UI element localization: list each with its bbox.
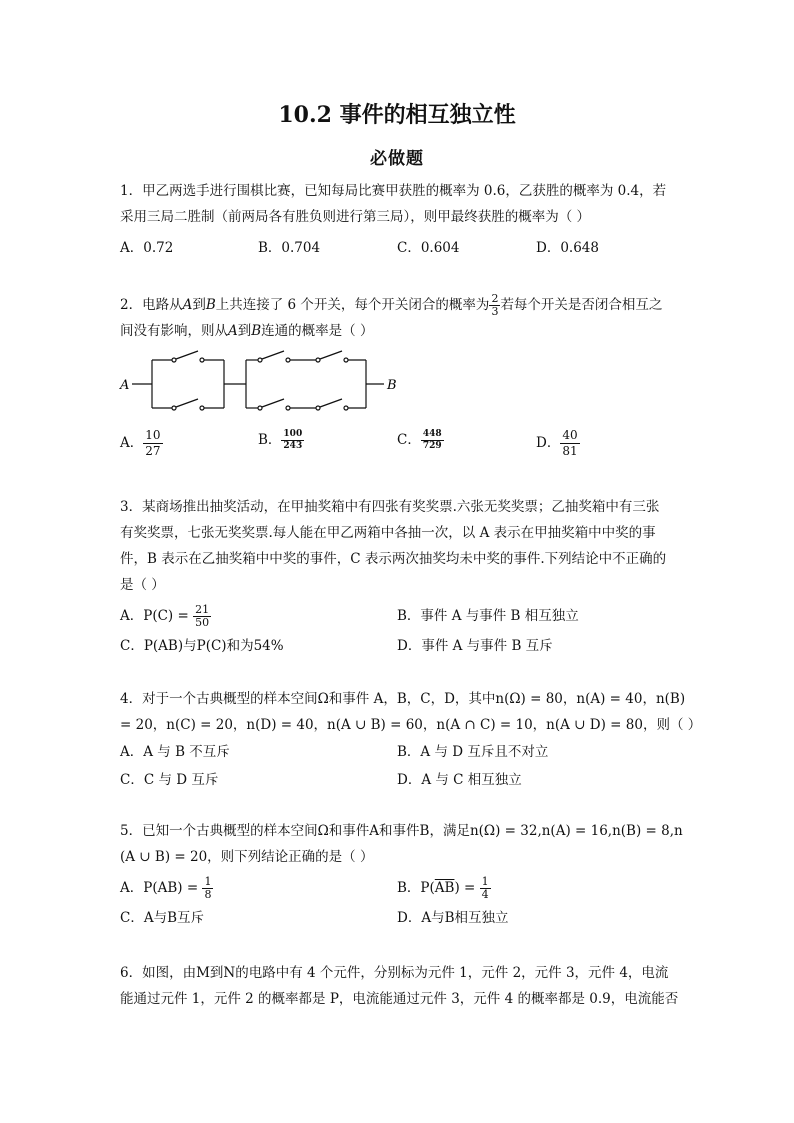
question-2 (120, 292, 680, 344)
question-4-options-row-2 (120, 768, 680, 794)
page-title: 10.2 事件的相互独立性 (278, 102, 516, 128)
question-5-line-1: 5．已知一个古典概型的样本空间Ω和事件A和事件B，满足n(Ω) = 32,n(A) = 16,n(B) = 8,n (120, 823, 683, 839)
question-3-option-c: C．P(AB)与P(C)和为54% (120, 638, 284, 654)
question-2-line-1 (120, 292, 680, 318)
question-5-option-c: C．A与B互斥 (120, 910, 204, 926)
question-1-option-b: B．0.704 (258, 240, 321, 256)
question-2-option-a (120, 428, 163, 459)
question-1-option-d: D．0.648 (536, 240, 599, 256)
opt-overline-text: $\overline{AB}$ (434, 880, 455, 896)
question-3 (120, 494, 680, 598)
question-6-line-1: 6．如图，由M到N的电路中有 4 个元件，分别标为元件 1，元件 2，元件 3，元件 4，电流 (120, 965, 669, 981)
q2-probability-fraction (489, 293, 500, 318)
switch-circuit-diagram (118, 348, 408, 420)
frac-num: 2 (491, 292, 499, 305)
section-subtitle: 必做题 (370, 149, 424, 169)
opt-text: B．P( (397, 880, 435, 896)
frac-num: 40 (562, 428, 578, 442)
opt-label: B． (258, 432, 282, 448)
question-5 (120, 818, 683, 870)
question-4-line-2: = 20，n(C) = 20，n(D) = 40，n(A ∪ B) = 60，n(A ∩ C) = 10，n(A ∪ D) = 80，则（ ） (120, 717, 702, 733)
frac-den: 3 (491, 305, 499, 318)
question-3-options-row-2 (120, 634, 680, 660)
question-5-line-2: (A ∪ B) = 20，则下列结论正确的是（ ） (120, 849, 374, 865)
question-2-line-2 (120, 318, 680, 344)
question-5-options-row-1 (120, 876, 680, 902)
q2-var-a: A (182, 297, 193, 313)
question-1-options (120, 236, 680, 262)
frac-den: 81 (562, 444, 578, 458)
opt-fraction (560, 428, 579, 459)
opt-label: C． (397, 432, 421, 448)
q2-text: 到 (237, 323, 252, 339)
opt-text: ) = (454, 880, 480, 896)
frac-num: 100 (283, 429, 303, 439)
question-4-option-a: A．A 与 B 不互斥 (120, 744, 230, 760)
question-3-option-d: D．事件 A 与事件 B 互斥 (397, 638, 553, 654)
opt-fraction (281, 429, 304, 452)
question-4-line-1: 4．对于一个古典概型的样本空间Ω和事件 A，B，C，D，其中n(Ω) = 80，n(A) = 40，n(B) (120, 691, 686, 707)
q2-text: 上共连接了 6 个开关，每个开关闭合的概率为 (215, 297, 490, 313)
opt-fraction (202, 876, 213, 901)
question-4-options-row-1 (120, 740, 680, 766)
question-4-option-d: D．A 与 C 相互独立 (397, 772, 522, 788)
frac-den: 729 (422, 441, 442, 451)
opt-fraction (193, 604, 211, 629)
circuit-label-a: A (120, 378, 130, 393)
question-5-option-a (120, 876, 213, 901)
q2-var-b: B (205, 297, 216, 313)
question-4-option-c: C．C 与 D 互斥 (120, 772, 219, 788)
frac-den: 8 (204, 888, 212, 901)
q2-text: 若每个开关是否闭合相互之 (500, 297, 663, 313)
question-5-option-d: D．A与B相互独立 (397, 910, 509, 926)
question-4 (120, 686, 702, 738)
question-1-option-c: C．0.604 (397, 240, 460, 256)
opt-fraction (143, 428, 162, 459)
frac-den: 243 (283, 441, 303, 451)
frac-den: 50 (195, 616, 210, 629)
frac-num: 21 (195, 603, 210, 616)
opt-label: A． (120, 435, 144, 451)
circuit-label-b: B (387, 378, 397, 393)
question-6-line-2: 能通过元件 1，元件 2 的概率都是 P，电流能通过元件 3，元件 4 的概率都是 0.9，电流能否 (120, 991, 679, 1007)
opt-text: A．P(C) = (120, 608, 194, 624)
question-1 (120, 178, 680, 230)
question-5-option-b (397, 876, 491, 901)
question-1-line-1: 1．甲乙两选手进行围棋比赛，已知每局比赛甲获胜的概率为 0.6，乙获胜的概率为 0.4，若 (120, 183, 667, 199)
frac-den: 4 (481, 888, 489, 901)
opt-fraction (480, 876, 491, 901)
q2-text: 2．电路从 (120, 297, 183, 313)
question-1-option-a: A．0.72 (120, 240, 174, 256)
q2-text: 连通的概率是（ ） (261, 323, 374, 339)
question-3-option-a (120, 604, 211, 629)
q2-text: 到 (192, 297, 206, 313)
question-2-options (120, 428, 680, 462)
question-3-option-b: B．事件 A 与事件 B 相互独立 (397, 608, 579, 624)
question-2-option-b (258, 428, 304, 452)
frac-num: 10 (145, 428, 161, 442)
q2-text: 间没有影响，则从 (120, 323, 228, 339)
question-3-line-2: 有奖奖票，七张无奖奖票.每人能在甲乙两箱中各抽一次，以 A 表示在甲抽奖箱中中奖的事 (120, 525, 656, 541)
question-3-options-row-1 (120, 604, 680, 630)
q2-var-b: B (251, 323, 262, 339)
question-5-options-row-2 (120, 906, 680, 932)
question-3-line-4: 是（ ） (120, 577, 165, 593)
question-2-option-c (397, 428, 444, 452)
opt-fraction (421, 429, 444, 452)
question-2-option-d (536, 428, 580, 459)
frac-num: 448 (422, 429, 442, 439)
frac-den: 27 (145, 444, 161, 458)
frac-num: 1 (204, 875, 212, 888)
opt-text: A．P(AB) = (120, 880, 203, 896)
q2-var-a: A (228, 323, 238, 339)
frac-num: 1 (481, 875, 489, 888)
question-1-line-2: 采用三局二胜制（前两局各有胜负则进行第三局），则甲最终获胜的概率为（ ） (120, 209, 591, 225)
question-6 (120, 960, 680, 1012)
question-4-option-b: B．A 与 D 互斥且不对立 (397, 744, 549, 760)
question-3-line-1: 3．某商场推出抽奖活动，在甲抽奖箱中有四张有奖奖票.六张无奖奖票；乙抽奖箱中有三张 (120, 499, 660, 515)
question-3-line-3: 件，B 表示在乙抽奖箱中中奖的事件，C 表示两次抽奖均未中奖的事件.下列结论中不正确的 (120, 551, 667, 567)
opt-label: D． (536, 435, 561, 451)
